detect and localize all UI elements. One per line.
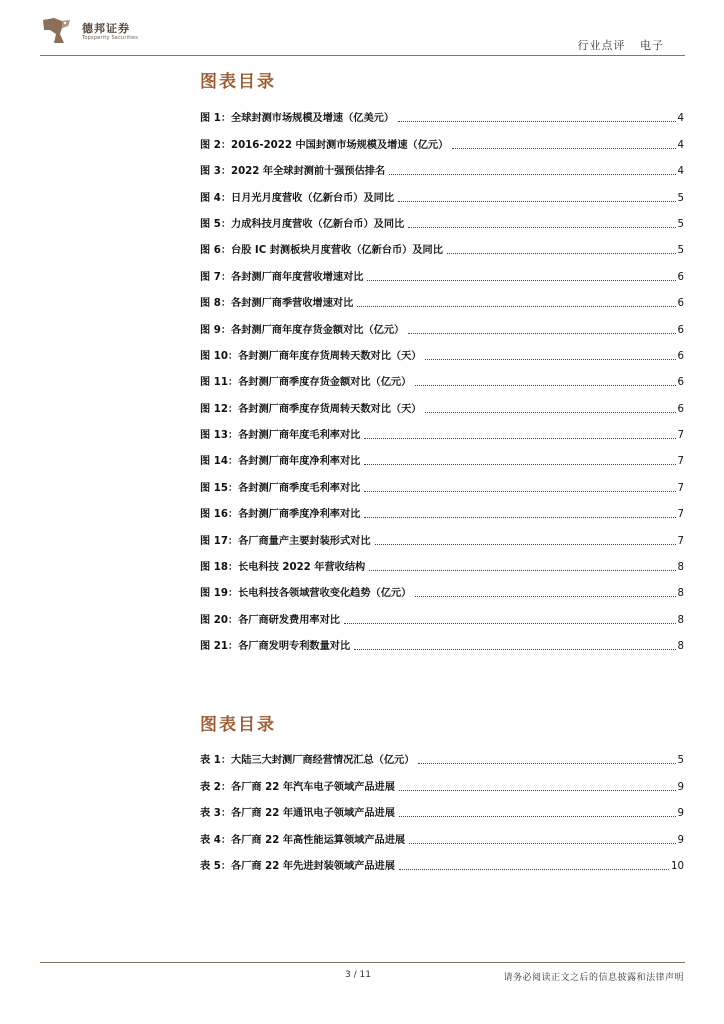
toc-entry-page: 7 bbox=[677, 509, 684, 521]
toc-entry[interactable] bbox=[200, 415, 684, 441]
header-divider bbox=[40, 55, 685, 56]
toc-entry[interactable] bbox=[200, 124, 684, 150]
toc-entry[interactable] bbox=[200, 256, 684, 282]
toc-entry-label: 图 11：各封测厂商季度存货金额对比（亿元） bbox=[200, 377, 412, 389]
toc-entry[interactable] bbox=[200, 599, 684, 625]
toc-entry-label: 图 9：各封测厂商年度存货金额对比（亿元） bbox=[200, 324, 405, 336]
toc-entry-page: 5 bbox=[677, 755, 684, 767]
toc-entry-page: 7 bbox=[677, 482, 684, 494]
toc-entry[interactable] bbox=[200, 362, 684, 388]
toc-leader-dots bbox=[409, 842, 675, 844]
toc-entry-label: 表 3：各厂商 22 年通讯电子领域产品进展 bbox=[200, 808, 395, 820]
toc-entry-label: 图 20：各厂商研发费用率对比 bbox=[200, 614, 340, 626]
toc-leader-dots bbox=[389, 173, 675, 175]
toc-entry-label: 图 21：各厂商发明专利数量对比 bbox=[200, 641, 351, 653]
sector-label: 电子 bbox=[640, 39, 664, 52]
figures-toc-title: 图表目录 bbox=[200, 72, 276, 92]
company-logo-icon bbox=[40, 16, 74, 46]
toc-entry-label: 图 12：各封测厂商季度存货周转天数对比（天） bbox=[200, 403, 422, 415]
toc-entry-page: 9 bbox=[677, 834, 684, 846]
toc-entry[interactable] bbox=[200, 740, 684, 766]
toc-leader-dots bbox=[425, 411, 675, 413]
toc-entry-page: 9 bbox=[677, 781, 684, 793]
toc-leader-dots bbox=[364, 437, 675, 439]
toc-entry-label: 图 13：各封测厂商年度毛利率对比 bbox=[200, 430, 361, 442]
footer-divider bbox=[40, 962, 685, 963]
toc-entry-page: 5 bbox=[677, 245, 684, 257]
toc-leader-dots bbox=[344, 622, 676, 624]
toc-leader-dots bbox=[375, 543, 676, 545]
toc-entry-page: 6 bbox=[677, 377, 684, 389]
toc-entry-label: 表 5：各厂商 22 年先进封装领域产品进展 bbox=[200, 860, 395, 872]
toc-entry-page: 4 bbox=[677, 113, 684, 125]
toc-leader-dots bbox=[418, 762, 675, 764]
toc-entry-page: 10 bbox=[671, 860, 684, 872]
toc-leader-dots bbox=[357, 305, 675, 307]
toc-leader-dots bbox=[415, 384, 675, 386]
toc-entry[interactable] bbox=[200, 204, 684, 230]
toc-entry-page: 6 bbox=[677, 298, 684, 310]
toc-entry-page: 8 bbox=[677, 614, 684, 626]
toc-leader-dots bbox=[408, 226, 675, 228]
toc-entry-page: 6 bbox=[677, 324, 684, 336]
toc-entry-label: 图 16：各封测厂商季度净利率对比 bbox=[200, 509, 361, 521]
toc-entry-page: 6 bbox=[677, 271, 684, 283]
toc-leader-dots bbox=[415, 595, 675, 597]
toc-entry-label: 图 7：各封测厂商年度营收增速对比 bbox=[200, 271, 364, 283]
toc-entry-page: 8 bbox=[677, 641, 684, 653]
toc-entry-page: 8 bbox=[677, 588, 684, 600]
toc-entry[interactable] bbox=[200, 98, 684, 124]
toc-entry[interactable] bbox=[200, 547, 684, 573]
toc-entry[interactable] bbox=[200, 151, 684, 177]
toc-leader-dots bbox=[399, 868, 669, 870]
figures-toc bbox=[200, 98, 684, 652]
brand-name-cn: 德邦证券 bbox=[82, 22, 130, 35]
toc-entry-label: 图 4：日月光月度营收（亿新台币）及同比 bbox=[200, 192, 395, 204]
toc-leader-dots bbox=[364, 490, 675, 492]
toc-entry-label: 图 15：各封测厂商季度毛利率对比 bbox=[200, 482, 361, 494]
toc-leader-dots bbox=[425, 358, 675, 360]
toc-leader-dots bbox=[399, 789, 676, 791]
toc-entry[interactable] bbox=[200, 309, 684, 335]
toc-leader-dots bbox=[354, 648, 675, 650]
tables-toc bbox=[200, 740, 684, 872]
toc-leader-dots bbox=[447, 252, 676, 254]
toc-entry-page: 6 bbox=[677, 350, 684, 362]
toc-leader-dots bbox=[367, 279, 675, 281]
toc-entry-label: 表 2：各厂商 22 年汽车电子领域产品进展 bbox=[200, 781, 395, 793]
toc-entry-label: 图 6：台股 IC 封测板块月度营收（亿新台币）及同比 bbox=[200, 245, 443, 257]
toc-entry-page: 4 bbox=[677, 139, 684, 151]
toc-entry-label: 图 10：各封测厂商年度存货周转天数对比（天） bbox=[200, 350, 422, 362]
toc-entry-label: 图 17：各厂商量产主要封装形式对比 bbox=[200, 535, 371, 547]
toc-entry[interactable] bbox=[200, 573, 684, 599]
toc-entry[interactable] bbox=[200, 336, 684, 362]
toc-entry[interactable] bbox=[200, 846, 684, 872]
toc-entry-label: 图 19：长电科技各领域营收变化趋势（亿元） bbox=[200, 588, 412, 600]
toc-entry-label: 图 14：各封测厂商年度净利率对比 bbox=[200, 456, 361, 468]
toc-entry-page: 8 bbox=[677, 562, 684, 574]
disclaimer-note: 请务必阅读正文之后的信息披露和法律声明 bbox=[503, 973, 684, 983]
toc-entry-label: 表 4：各厂商 22 年高性能运算领域产品进展 bbox=[200, 834, 406, 846]
toc-entry[interactable] bbox=[200, 520, 684, 546]
tables-toc-title: 图表目录 bbox=[200, 715, 276, 735]
toc-entry-label: 图 1：全球封测市场规模及增速（亿美元） bbox=[200, 113, 395, 125]
toc-entry-label: 图 3：2022 年全球封测前十强预估排名 bbox=[200, 166, 386, 178]
page-number: 3 / 11 bbox=[345, 970, 371, 980]
toc-entry-page: 5 bbox=[677, 192, 684, 204]
toc-entry[interactable] bbox=[200, 467, 684, 493]
toc-entry[interactable] bbox=[200, 793, 684, 819]
toc-entry[interactable] bbox=[200, 494, 684, 520]
toc-leader-dots bbox=[398, 200, 676, 202]
toc-leader-dots bbox=[364, 463, 675, 465]
toc-leader-dots bbox=[364, 516, 675, 518]
toc-leader-dots bbox=[398, 120, 676, 122]
toc-entry[interactable] bbox=[200, 283, 684, 309]
toc-entry-page: 5 bbox=[677, 218, 684, 230]
toc-leader-dots bbox=[408, 332, 675, 334]
toc-entry-page: 7 bbox=[677, 535, 684, 547]
toc-entry[interactable] bbox=[200, 766, 684, 792]
toc-entry[interactable] bbox=[200, 441, 684, 467]
report-category bbox=[568, 37, 665, 53]
toc-entry-label: 图 5：力成科技月度营收（亿新台币）及同比 bbox=[200, 218, 405, 230]
toc-entry-page: 6 bbox=[677, 403, 684, 415]
toc-leader-dots bbox=[369, 569, 675, 571]
brand-name-en: Topsperity Securities bbox=[82, 35, 139, 41]
toc-leader-dots bbox=[399, 815, 676, 817]
toc-entry[interactable] bbox=[200, 388, 684, 414]
toc-entry[interactable] bbox=[200, 819, 684, 845]
toc-entry-label: 图 18：长电科技 2022 年营收结构 bbox=[200, 562, 366, 574]
toc-entry-label: 表 1：大陆三大封测厂商经营情况汇总（亿元） bbox=[200, 755, 415, 767]
toc-entry-page: 9 bbox=[677, 808, 684, 820]
page-header bbox=[0, 0, 724, 60]
category-label: 行业点评 bbox=[577, 39, 626, 52]
toc-entry-page: 7 bbox=[677, 456, 684, 468]
toc-leader-dots bbox=[452, 147, 675, 149]
toc-entry[interactable] bbox=[200, 230, 684, 256]
toc-entry-page: 4 bbox=[677, 166, 684, 178]
toc-entry-label: 图 8：各封测厂商季营收增速对比 bbox=[200, 298, 354, 310]
toc-entry[interactable] bbox=[200, 177, 684, 203]
toc-entry-page: 7 bbox=[677, 430, 684, 442]
toc-entry-label: 图 2：2016-2022 中国封测市场规模及增速（亿元） bbox=[200, 139, 449, 151]
toc-entry[interactable] bbox=[200, 626, 684, 652]
